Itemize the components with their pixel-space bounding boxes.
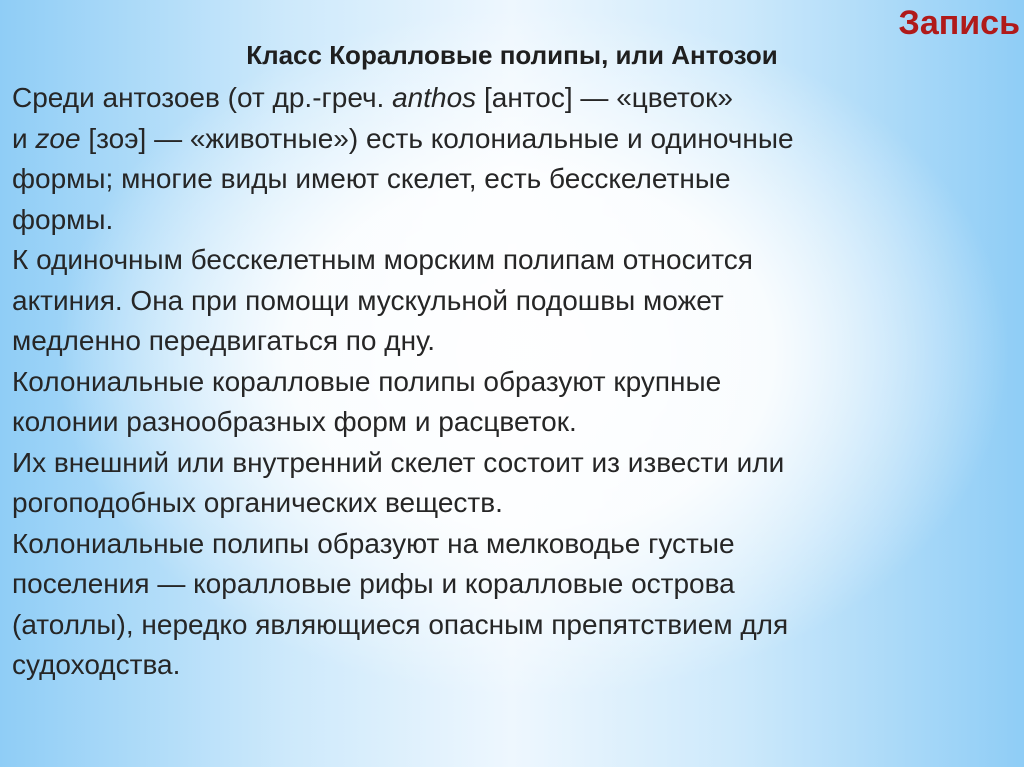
paragraph-actinia: [12, 240, 1002, 362]
text-line: Колониальные полипы образуют на мелководье густые: [12, 527, 735, 559]
text-line: формы; многие виды имеют скелет, есть бесскелетные: [12, 163, 731, 194]
text-line: поселения — коралловые рифы и коралловые острова: [12, 568, 735, 599]
text-line: рогоподобных органических веществ.: [12, 487, 503, 518]
text-line: [12, 123, 794, 154]
text-line: [12, 82, 733, 113]
text-line: формы.: [12, 203, 114, 235]
text-run: и: [12, 122, 36, 154]
text-line: актиния. Она при помощи мускульной подошвы может: [12, 284, 724, 316]
record-label: Запись: [898, 4, 1020, 42]
text-line: (атоллы), нередко являющиеся опасным препятствием для: [12, 608, 789, 640]
paragraph-colonial-polyps: [12, 362, 1002, 443]
text-line: К одиночным бесскелетным морским полипам относится: [12, 244, 753, 275]
text-line: медленно передвигаться по дну.: [12, 325, 436, 356]
text-line: судоходства.: [12, 649, 181, 680]
slide-title: Класс Коралловые полипы, или Антозои: [246, 40, 778, 70]
paragraph-etymology: [12, 78, 1002, 240]
text-run: [антос] — «цветок»: [476, 82, 733, 113]
paragraph-reefs: [12, 524, 1002, 686]
text-line: колонии разнообразных форм и расцветок.: [12, 406, 577, 437]
text-line: Колониальные коралловые полипы образуют крупные: [12, 365, 722, 397]
text-run: [зоэ] — «животные») есть колониальные и одиночные: [80, 122, 794, 154]
text-line: Их внешний или внутренний скелет состоит из извести или: [12, 446, 785, 478]
italic-term-zoe: zoe: [35, 122, 81, 154]
text-run: Среди антозоев (от др.-греч.: [12, 82, 393, 113]
slide-body: [12, 78, 1002, 686]
paragraph-skeleton: [12, 443, 1002, 524]
italic-term-anthos: anthos: [392, 82, 477, 113]
